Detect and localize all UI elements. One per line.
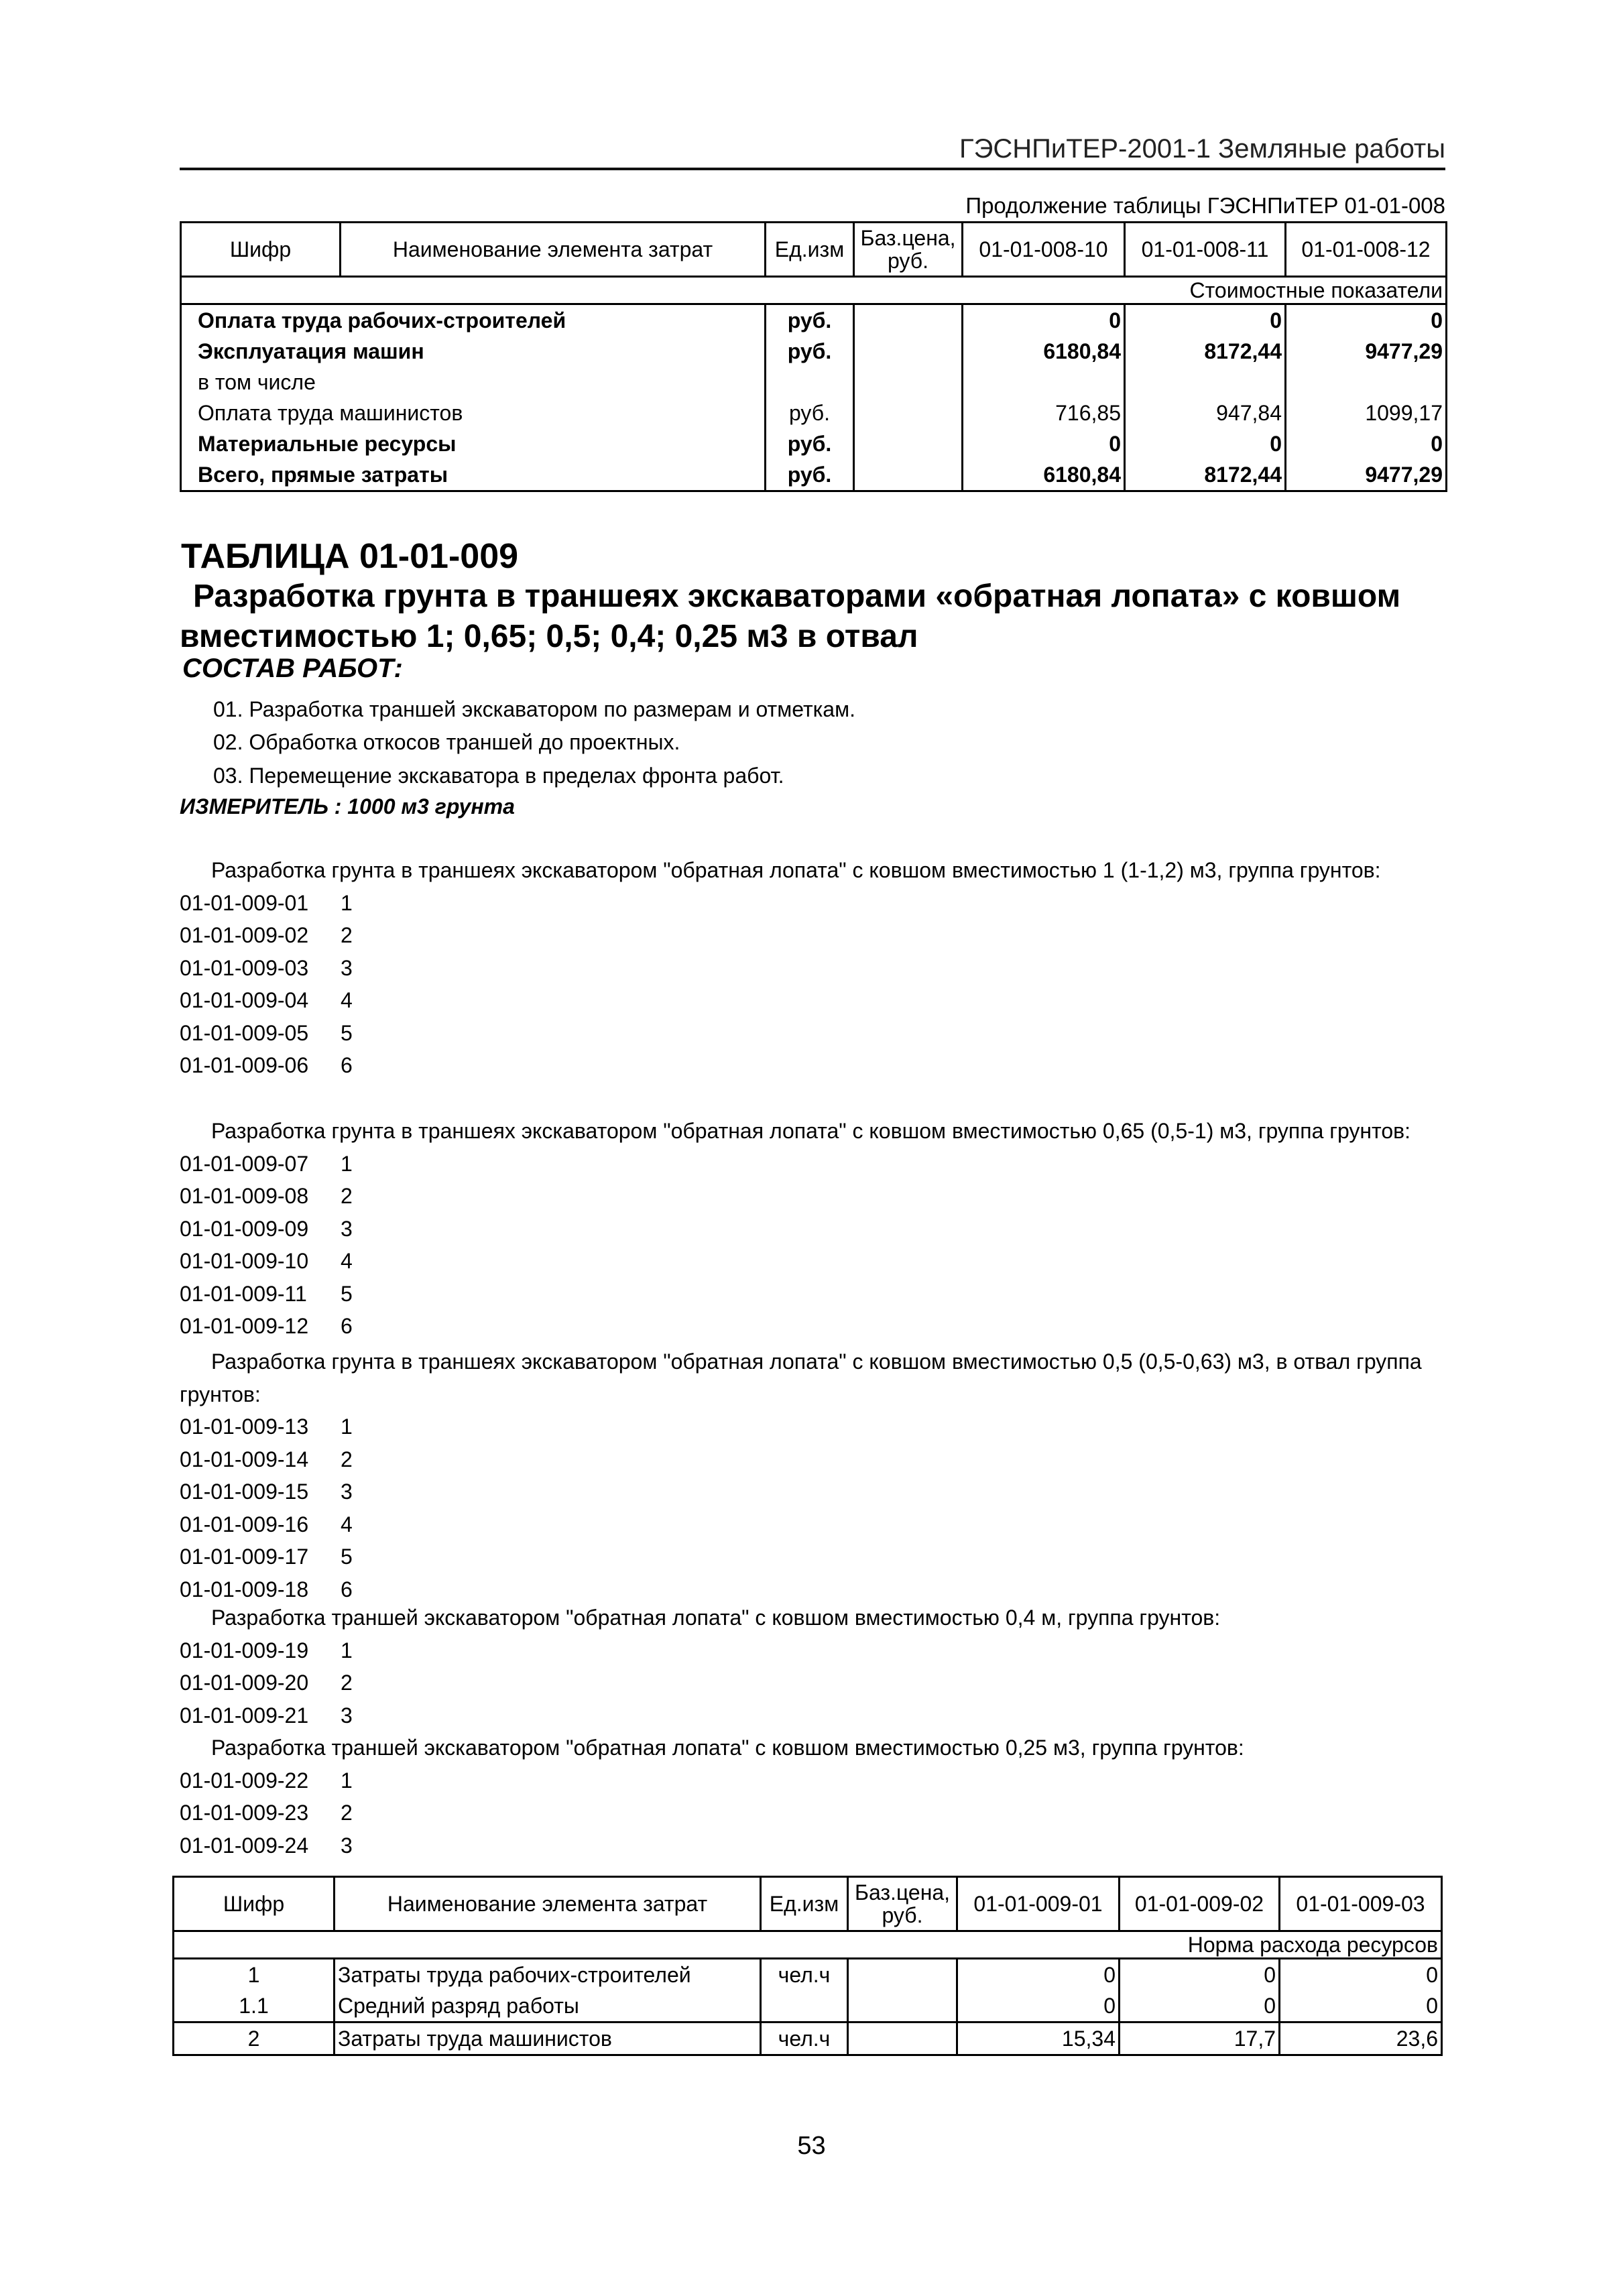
soil-group: 1: [341, 1151, 353, 1176]
group-intro: Разработка грунта в траншеях экскаватором "обратная лопата" с ковшом вместимостью 0,65 (0,5-1) м3, группа грунтов:: [211, 1119, 1411, 1143]
row-base-price: [848, 1959, 957, 1991]
work-item: 01. Разработка траншей экскаватором по размерам и отметкам.: [213, 697, 855, 721]
code-group: [180, 1115, 1447, 1343]
row-value: 23,6: [1280, 2022, 1442, 2055]
row-code: 1.1: [174, 1990, 335, 2022]
code-group: [180, 1345, 1447, 1606]
row-code: 2: [174, 2022, 335, 2055]
row-unit: руб.: [766, 336, 854, 367]
row-base-price: [854, 398, 963, 428]
soil-group: 1: [341, 1768, 353, 1793]
column-header: Ед.изм: [766, 223, 854, 277]
soil-group: 3: [341, 955, 353, 980]
code-item: [180, 1049, 1447, 1082]
soil-group: 1: [341, 890, 353, 915]
code-item: [180, 984, 1447, 1017]
column-header: 01-01-009-03: [1280, 1877, 1442, 1931]
row-value: 0: [1120, 1990, 1280, 2022]
table-continuation-label: Продолжение таблицы ГЭСНПиТЕР 01-01-008: [965, 193, 1445, 218]
row-value: 0: [963, 428, 1125, 459]
soil-group: 3: [341, 1703, 353, 1728]
soil-group: 4: [341, 1512, 353, 1536]
row-value: 0: [1286, 428, 1447, 459]
soil-group: 5: [341, 1281, 353, 1306]
row-unit: руб.: [766, 398, 854, 428]
code-item: [180, 1634, 1447, 1667]
code: 01-01-009-07: [180, 1151, 309, 1176]
section-row: [174, 1931, 1442, 1959]
code-item: [180, 919, 1447, 952]
code: 01-01-009-11: [180, 1281, 307, 1306]
code-item: [180, 952, 1447, 985]
code: 01-01-009-19: [180, 1638, 309, 1663]
row-base-price: [854, 428, 963, 459]
running-header: ГЭСНПиТЕР-2001-1 Земляные работы: [959, 134, 1445, 164]
row-name: Оплата труда рабочих-строителей: [181, 304, 766, 337]
row-base-price: [848, 1990, 957, 2022]
row-value: 6180,84: [963, 459, 1125, 491]
code-item: [180, 1443, 1447, 1476]
table-row: [181, 336, 1447, 367]
table-row: [174, 2022, 1442, 2055]
soil-group: 1: [341, 1414, 353, 1439]
soil-group: 4: [341, 1249, 353, 1273]
code: 01-01-009-02: [180, 923, 309, 947]
row-value: 0: [957, 1990, 1120, 2022]
soil-group: 2: [341, 1184, 353, 1208]
row-unit: руб.: [766, 304, 854, 337]
soil-group: 1: [341, 1638, 353, 1663]
code-group: [180, 1732, 1447, 1862]
row-value: 0: [957, 1959, 1120, 1991]
column-header: Баз.цена, руб.: [848, 1877, 957, 1931]
table-number: ТАБЛИЦА 01-01-009: [181, 537, 519, 576]
code: 01-01-009-17: [180, 1545, 309, 1569]
header-row: [181, 223, 1447, 277]
code: 01-01-009-05: [180, 1020, 309, 1045]
row-code: 1: [174, 1959, 335, 1991]
code-item: [180, 1017, 1447, 1050]
row-unit: чел.ч: [761, 1959, 848, 1991]
column-header: Наименование элемента затрат: [335, 1877, 761, 1931]
group-intro: Разработка траншей экскаватором "обратная лопата" с ковшом вместимостью 0,25 м3, группа грунтов:: [211, 1736, 1244, 1760]
row-name: Эксплуатация машин: [181, 336, 766, 367]
code-item: [180, 1410, 1447, 1443]
work-item: 02. Обработка откосов траншей до проектных.: [213, 730, 680, 754]
group-intro: Разработка траншей экскаватором "обратная лопата" с ковшом вместимостью 0,4 м, группа грунтов:: [211, 1606, 1221, 1630]
row-base-price: [854, 367, 963, 398]
soil-group: 2: [341, 1671, 353, 1695]
section-label: Норма расхода ресурсов: [174, 1931, 1442, 1959]
section-row: [181, 277, 1447, 304]
row-unit: [761, 1990, 848, 2022]
code-item: [180, 1148, 1447, 1181]
column-header: 01-01-009-01: [957, 1877, 1120, 1931]
table-row: [174, 1990, 1442, 2022]
code: 01-01-009-01: [180, 890, 309, 915]
row-value: 0: [1280, 1990, 1442, 2022]
row-base-price: [854, 459, 963, 491]
table-row: [181, 398, 1447, 428]
code: 01-01-009-04: [180, 988, 309, 1012]
row-value: 8172,44: [1125, 336, 1286, 367]
group-intro: Разработка грунта в траншеях экскаватором "обратная лопата" с ковшом вместимостью 0,5 (0,5-0,63) м3, в отвал группа грунтов:: [180, 1349, 1422, 1406]
table-row: [181, 428, 1447, 459]
row-value: 716,85: [963, 398, 1125, 428]
table-title-line-2: вместимостью 1; 0,65; 0,5; 0,4; 0,25 м3 в отвал: [180, 619, 918, 654]
code: 01-01-009-20: [180, 1671, 309, 1695]
code: 01-01-009-15: [180, 1479, 309, 1504]
code-group: [180, 1602, 1447, 1732]
soil-group: 2: [341, 923, 353, 947]
column-header: Ед.изм: [761, 1877, 848, 1931]
code-item: [180, 1310, 1447, 1343]
row-value: 9477,29: [1286, 459, 1447, 491]
row-name: Оплата труда машинистов: [181, 398, 766, 428]
row-value: 0: [1120, 1959, 1280, 1991]
soil-group: 6: [341, 1053, 353, 1077]
row-value: 15,34: [957, 2022, 1120, 2055]
row-value: [1125, 367, 1286, 398]
column-header: 01-01-008-10: [963, 223, 1125, 277]
row-name: Всего, прямые затраты: [181, 459, 766, 491]
code: 01-01-009-08: [180, 1184, 309, 1208]
row-value: 0: [1125, 304, 1286, 337]
soil-group: 5: [341, 1020, 353, 1045]
row-value: 9477,29: [1286, 336, 1447, 367]
row-value: 0: [963, 304, 1125, 337]
row-value: 0: [1125, 428, 1286, 459]
column-header: Наименование элемента затрат: [341, 223, 766, 277]
row-unit: [766, 367, 854, 398]
section-label: Стоимостные показатели: [181, 277, 1447, 304]
table-row: [181, 459, 1447, 491]
column-header: Шифр: [174, 1877, 335, 1931]
code-item: [180, 1667, 1447, 1699]
soil-group: 3: [341, 1216, 353, 1241]
row-base-price: [848, 2022, 957, 2055]
code-item: [180, 1278, 1447, 1311]
page-number: 53: [797, 2132, 826, 2160]
row-name: Затраты труда рабочих-строителей: [335, 1959, 761, 1991]
code-item: [180, 1797, 1447, 1829]
work-item: 03. Перемещение экскаватора в пределах фронта работ.: [213, 764, 784, 788]
row-value: [1286, 367, 1447, 398]
row-unit: руб.: [766, 428, 854, 459]
code: 01-01-009-13: [180, 1414, 309, 1439]
table-row: [181, 304, 1447, 337]
group-intro: Разработка грунта в траншеях экскаватором "обратная лопата" с ковшом вместимостью 1 (1-1,2) м3, группа грунтов:: [211, 858, 1381, 882]
code: 01-01-009-03: [180, 955, 309, 980]
row-unit: чел.ч: [761, 2022, 848, 2055]
code-group: [180, 854, 1447, 1082]
code: 01-01-009-06: [180, 1053, 309, 1077]
table-title-line-1: Разработка грунта в траншеях экскаваторами «обратная лопата» с ковшом: [193, 579, 1401, 614]
column-header: 01-01-008-11: [1125, 223, 1286, 277]
column-header: Баз.цена, руб.: [854, 223, 963, 277]
code: 01-01-009-22: [180, 1768, 309, 1793]
code-item: [180, 1829, 1447, 1862]
measurement-unit: ИЗМЕРИТЕЛЬ : 1000 м3 грунта: [180, 794, 515, 819]
row-value: 0: [1286, 304, 1447, 337]
code: 01-01-009-23: [180, 1801, 309, 1825]
cost-table-01-01-008: [180, 221, 1447, 492]
row-value: 17,7: [1120, 2022, 1280, 2055]
soil-group: 3: [341, 1479, 353, 1504]
row-value: 0: [1280, 1959, 1442, 1991]
soil-group: 6: [341, 1314, 353, 1338]
code-item: [180, 1699, 1447, 1732]
code: 01-01-009-09: [180, 1216, 309, 1241]
work-composition-label: СОСТАВ РАБОТ:: [182, 654, 403, 683]
row-value: 6180,84: [963, 336, 1125, 367]
header-rule: [180, 168, 1445, 170]
table-row: [181, 367, 1447, 398]
code: 01-01-009-24: [180, 1833, 309, 1858]
soil-group: 4: [341, 988, 353, 1012]
row-unit: руб.: [766, 459, 854, 491]
header-row: [174, 1877, 1442, 1931]
code-item: [180, 1573, 1447, 1606]
row-value: 1099,17: [1286, 398, 1447, 428]
soil-group: 3: [341, 1833, 353, 1858]
soil-group: 2: [341, 1447, 353, 1471]
code: 01-01-009-14: [180, 1447, 309, 1471]
row-name: Материальные ресурсы: [181, 428, 766, 459]
row-value: 947,84: [1125, 398, 1286, 428]
row-value: [963, 367, 1125, 398]
column-header: 01-01-008-12: [1286, 223, 1447, 277]
code: 01-01-009-10: [180, 1249, 309, 1273]
row-value: 8172,44: [1125, 459, 1286, 491]
column-header: 01-01-009-02: [1120, 1877, 1280, 1931]
column-header: Шифр: [181, 223, 341, 277]
code-item: [180, 1245, 1447, 1278]
row-name: Затраты труда машинистов: [335, 2022, 761, 2055]
code: 01-01-009-18: [180, 1577, 309, 1602]
soil-group: 6: [341, 1577, 353, 1602]
table-row: [174, 1959, 1442, 1991]
code-item: [180, 1180, 1447, 1213]
row-base-price: [854, 304, 963, 337]
code-item: [180, 1764, 1447, 1797]
row-base-price: [854, 336, 963, 367]
code-item: [180, 1540, 1447, 1573]
code-item: [180, 887, 1447, 920]
row-name: в том числе: [181, 367, 766, 398]
resource-table-01-01-009: [172, 1876, 1443, 2056]
code: 01-01-009-21: [180, 1703, 309, 1728]
code-item: [180, 1475, 1447, 1508]
soil-group: 5: [341, 1545, 353, 1569]
soil-group: 2: [341, 1801, 353, 1825]
row-name: Средний разряд работы: [335, 1990, 761, 2022]
code: 01-01-009-16: [180, 1512, 309, 1536]
code-item: [180, 1508, 1447, 1541]
code: 01-01-009-12: [180, 1314, 309, 1338]
code-item: [180, 1213, 1447, 1246]
